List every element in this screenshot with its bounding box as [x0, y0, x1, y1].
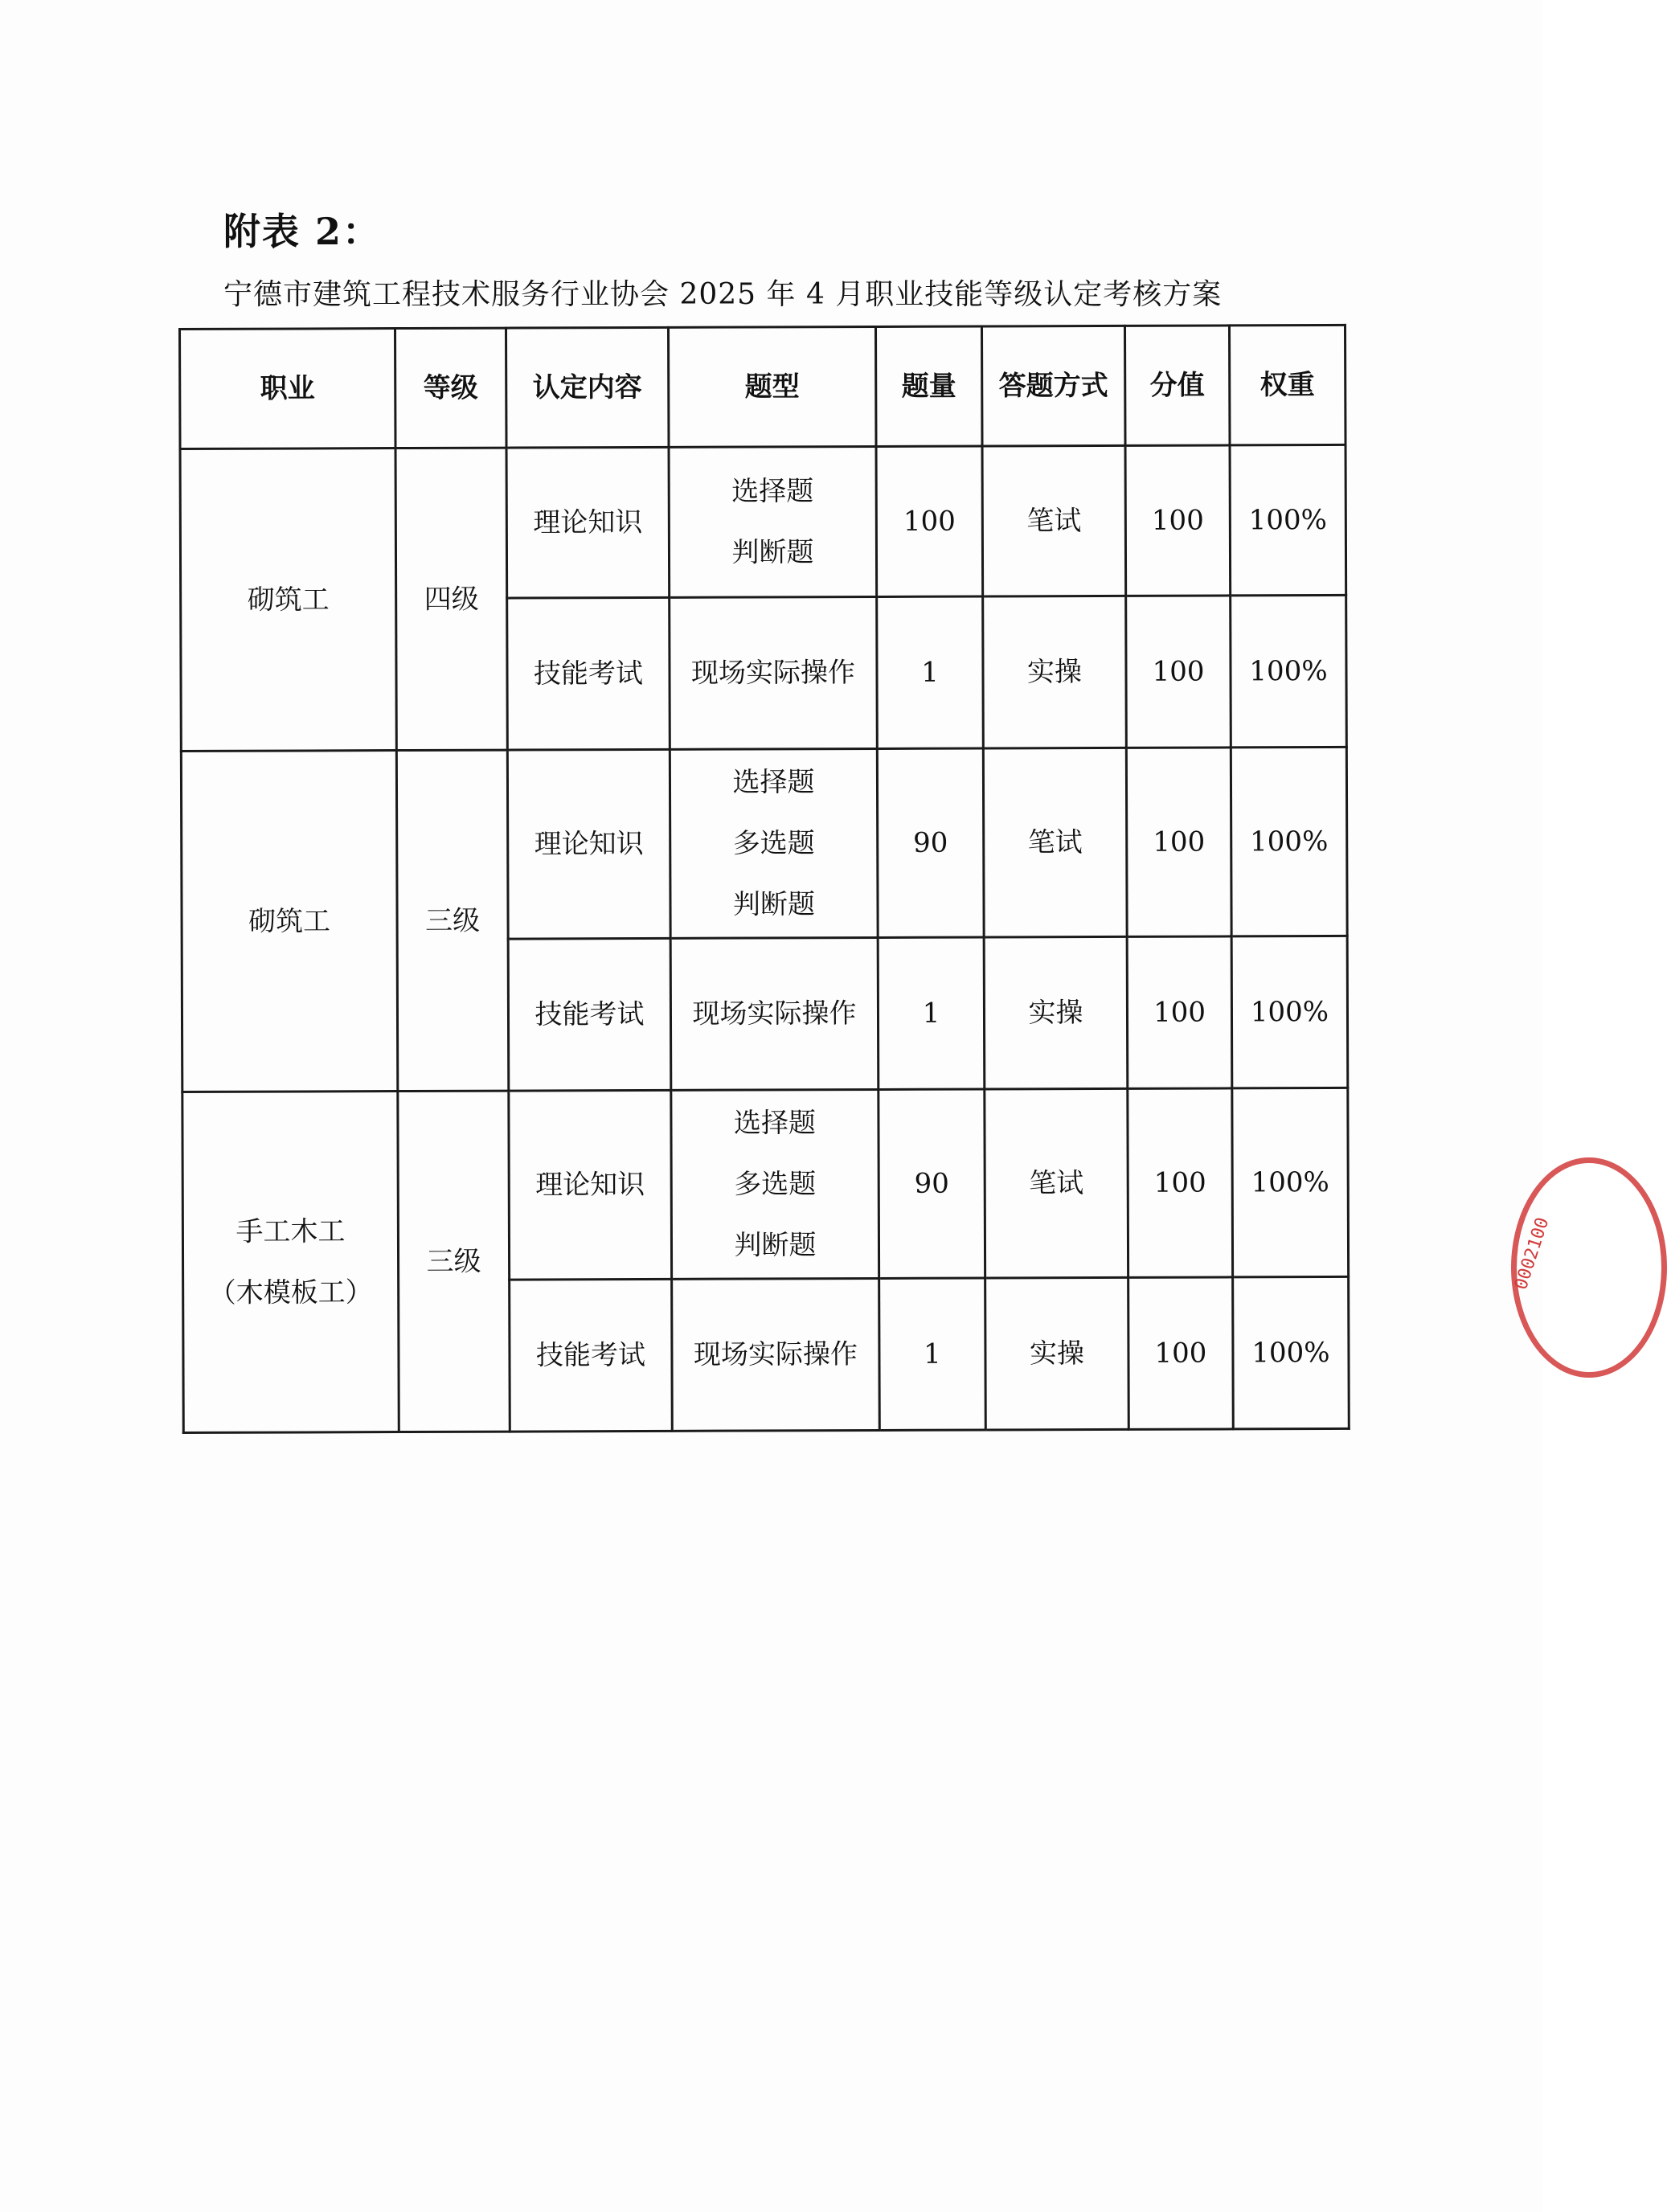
method-cell: 笔试: [983, 748, 1127, 937]
occupation-line: 手工木工: [236, 1215, 346, 1248]
weight-cell: 100%: [1230, 444, 1346, 596]
quantity-cell: 1: [878, 937, 985, 1089]
header-occupation: 职业: [180, 329, 396, 449]
question-type: 现场实际操作: [690, 657, 856, 690]
question-type: 选择题: [733, 1107, 817, 1140]
score-cell: 100: [1128, 1277, 1234, 1429]
question-type: 判断题: [734, 1229, 817, 1262]
level-cell: 三级: [398, 1091, 510, 1432]
quantity-cell: 1: [877, 596, 984, 748]
quantity-cell: 90: [877, 748, 984, 937]
appendix-label: 附表 2：: [223, 210, 382, 253]
question-type: 多选题: [732, 827, 815, 860]
header-answer-method: 答题方式: [981, 326, 1125, 446]
score-cell: 100: [1128, 1088, 1233, 1277]
header-quantity: 题量: [876, 326, 983, 446]
question-type-cell: [670, 937, 879, 1090]
header-question-type: 题型: [669, 326, 877, 447]
question-type-cell: [671, 1089, 879, 1279]
assessment-plan-table: [178, 324, 1350, 1434]
score-cell: 100: [1127, 936, 1232, 1088]
quantity-cell: 90: [879, 1089, 985, 1278]
header-score: 分值: [1124, 326, 1230, 445]
table-row: [181, 747, 1347, 940]
weight-cell: 100%: [1231, 595, 1347, 748]
method-cell: 实操: [983, 596, 1127, 748]
occupation-cell: [182, 1092, 399, 1433]
question-type-cell: [670, 748, 878, 938]
score-cell: 100: [1125, 445, 1231, 596]
content-cell: 理论知识: [507, 749, 670, 939]
header-level: 等级: [395, 328, 507, 448]
score-cell: 100: [1126, 596, 1231, 748]
weight-cell: 100%: [1231, 747, 1347, 936]
header-weight: 权重: [1229, 325, 1345, 445]
question-type: 现场实际操作: [692, 997, 857, 1030]
question-type-cell: [669, 446, 877, 597]
table-header-row: [180, 325, 1346, 449]
question-type: 选择题: [732, 766, 815, 799]
score-cell: 100: [1126, 748, 1231, 936]
content-cell: 理论知识: [509, 1090, 672, 1280]
method-cell: 笔试: [985, 1088, 1128, 1278]
weight-cell: 100%: [1233, 1276, 1350, 1429]
question-type: 判断题: [732, 888, 816, 921]
weight-cell: 100%: [1232, 1088, 1349, 1277]
method-cell: 笔试: [982, 445, 1126, 596]
question-type-cell: [670, 596, 878, 749]
seal-number-text: 0002100: [1511, 1215, 1554, 1292]
table-row: [182, 1088, 1349, 1280]
question-type-cell: [672, 1278, 880, 1431]
content-cell: 技能考试: [508, 938, 671, 1091]
weight-cell: 100%: [1231, 936, 1348, 1088]
question-type: 多选题: [734, 1168, 817, 1201]
question-type: 选择题: [731, 475, 814, 508]
quantity-cell: 1: [879, 1278, 986, 1430]
content-cell: 技能考试: [507, 597, 670, 750]
occupation-line: （木模板工）: [208, 1276, 373, 1309]
table-row: [180, 444, 1346, 599]
question-type: 现场实际操作: [693, 1338, 858, 1371]
method-cell: 实操: [984, 936, 1128, 1089]
level-cell: 四级: [395, 448, 507, 750]
occupation-cell: [180, 449, 396, 752]
question-type: 判断题: [731, 536, 814, 569]
method-cell: 实操: [985, 1277, 1129, 1430]
content-cell: 理论知识: [506, 447, 670, 598]
occupation-cell: [181, 751, 397, 1092]
document-title: 宁德市建筑工程技术服务行业协会 2025 年 4 月职业技能等级认定考核方案: [223, 278, 1223, 311]
quantity-cell: 100: [876, 446, 983, 596]
content-cell: 技能考试: [510, 1279, 673, 1432]
occupation-line: 砌筑工: [247, 583, 330, 616]
occupation-line: 砌筑工: [248, 904, 331, 938]
header-content: 认定内容: [506, 327, 670, 448]
level-cell: 三级: [396, 750, 508, 1091]
